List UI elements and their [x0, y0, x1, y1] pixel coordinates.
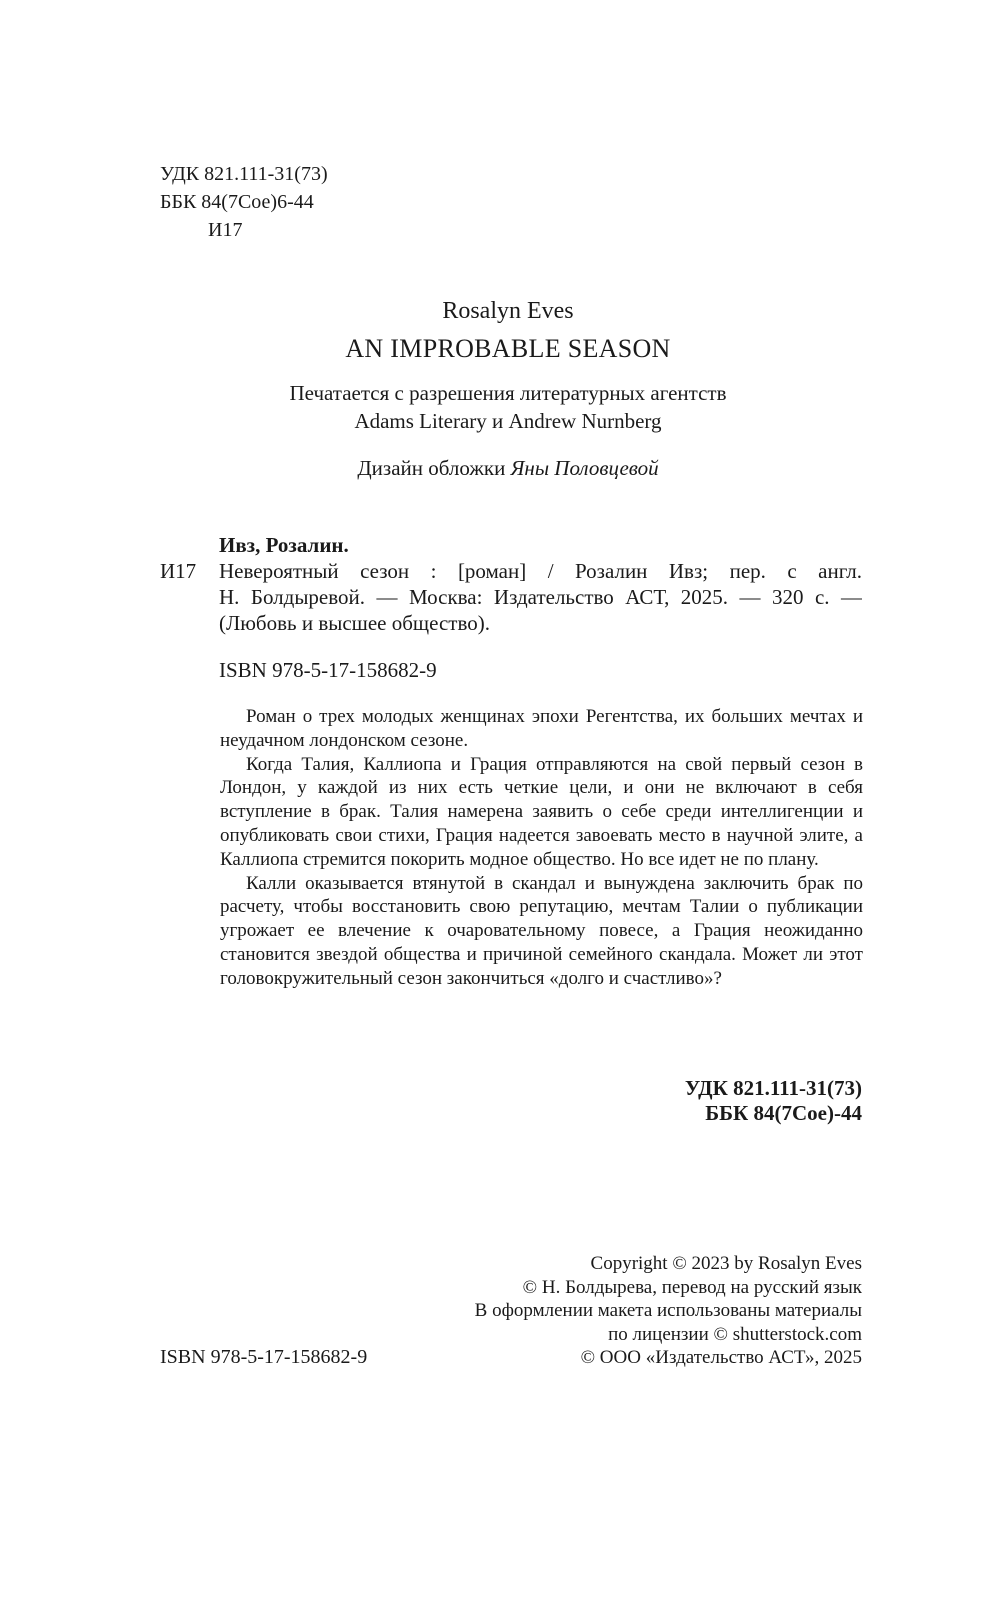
catalog-line-1: Невероятный сезон : [роман] / Розалин Ивз; пер. с англ. [219, 559, 862, 583]
top-classification-codes [160, 160, 328, 244]
copyright-line-2: © Н. Болдырева, перевод на русский язык [522, 1276, 862, 1298]
catalog-line-3: (Любовь и высшее общество). [219, 611, 490, 635]
catalog-author-heading: Ивз, Розалин. [219, 533, 349, 557]
catalog-line-2: Н. Болдыревой. — Москва: Издательство АСТ, 2025. — 320 с. — [219, 585, 862, 609]
annotation-paragraph-3: Калли оказывается втянутой в скандал и вынуждена заключить брак по расчету, чтобы восстановить свою репутацию, мечтам Талии о публикации угрожает ее влечение к очаровательному повесе, а Грация неожиданно становится звездой общества и причиной семейного скандала. Может ли этот головокружительный сезон закончиться «долго и счастливо»? [220, 872, 863, 989]
permission-line-2: Adams Literary и Andrew Nurnberg [354, 409, 662, 433]
original-author: Rosalyn Eves [442, 298, 574, 324]
permission-line-1: Печатается с разрешения литературных агентств [289, 381, 727, 405]
bottom-bbk-code: ББК 84(7Сое)-44 [705, 1101, 862, 1125]
udk-code: УДК 821.111-31(73) [160, 163, 328, 185]
bbk-code: ББК 84(7Сое)6-44 [160, 191, 314, 213]
cover-design-label: Дизайн обложки [357, 456, 506, 480]
copyright-line-1: Copyright © 2023 by Rosalyn Eves [590, 1253, 862, 1274]
cover-design-credit [0, 456, 1000, 481]
isbn-bottom: ISBN 978-5-17-158682-9 [160, 1346, 368, 1368]
copyright-block [400, 1252, 862, 1370]
copyright-line-3: В оформлении макета использованы материалы [474, 1300, 862, 1321]
annotation-paragraph-1: Роман о трех молодых женщинах эпохи Регентства, их больших мечтах и неудачном лондонском сезоне. [220, 706, 863, 751]
catalog-isbn: ISBN 978-5-17-158682-9 [219, 658, 437, 682]
original-title: AN IMPROBABLE SEASON [345, 334, 671, 363]
author-mark: И17 [208, 219, 243, 241]
copyright-line-5: © ООО «Издательство АСТ», 2025 [580, 1347, 862, 1368]
cover-designer-name: Яны Половцевой [510, 456, 659, 480]
annotation [220, 705, 863, 991]
annotation-paragraph-2: Когда Талия, Каллиопа и Грация отправляются на свой первый сезон в Лондон, у каждой из них есть четкие цели, и они не включают в себя вступление в брак. Талия намерена заявить о себе среди интеллигенции и опубликовать свои стихи, Грация надеется завоевать место в научной элите, а Каллиопа стремится покорить модное общество. Но все идет не по плану. [220, 753, 863, 870]
bottom-udk-code: УДК 821.111-31(73) [684, 1076, 862, 1100]
catalog-mark: И17 [160, 559, 197, 583]
copyright-line-4: по лицензии © shutterstock.com [608, 1323, 862, 1345]
